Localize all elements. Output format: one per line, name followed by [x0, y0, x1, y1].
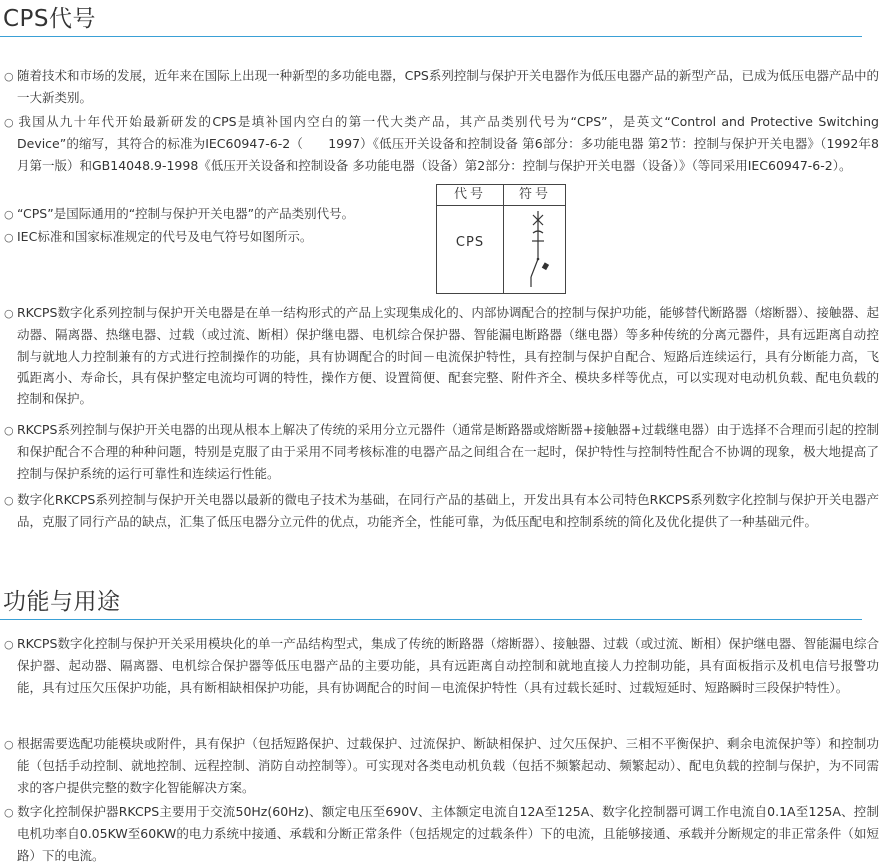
paragraph [4, 302, 879, 409]
paragraph [4, 226, 437, 248]
paragraph-text: “CPS”是国际通用的“控制与保护开关电器”的产品类别代号。 [17, 206, 355, 221]
bullet-circle-icon: ○ [4, 738, 14, 751]
paragraph-text: 根据需要选配功能模块或附件，具有保护（包括短路保护、过载保护、过流保护、断缺相保护、过欠压保护、三相不平衡保护、剩余电流保护等）和控制功能（包括手动控制、就地控制、远程控制、消防自动控制等）。可实现对各类电动机负载（包括不频繁起动、频繁起动）、配电负载的控制与保护，为不同需求的客户提供完整的数字化智能解决方案。 [17, 736, 879, 795]
section-title-cps-code: CPS代号 [3, 6, 97, 32]
table-header-code: 代号 [453, 187, 486, 202]
paragraph-text: RKCPS系列控制与保护开关电器的出现从根本上解决了传统的采用分立元器件（通常是断路器或熔断器+接触器+过载继电器）由于选择不合理而引起的控制和保护配合不合理的种种问题，特别是克服了由于采用不同考核标准的电器产品之间组合在一起时，保护特性与控制特性配合不协调的现象，极大地提高了控制与保护系统的运行可靠性和连续运行性能。 [17, 422, 879, 481]
bullet-circle-icon: ○ [4, 424, 14, 437]
paragraph-text: 数字化RKCPS系列控制与保护开关电器以最新的微电子技术为基础，在同行产品的基础上，开发出具有本公司特色RKCPS系列数字化控制与保护开关电器产品，克服了同行产品的缺点，汇集了低压电器分立元件的优点，功能齐全，性能可靠，为低压配电和控制系统的简化及优化提供了一种基础元件。 [17, 492, 879, 530]
cps-switch-symbol-icon [523, 211, 553, 287]
paragraph-text: RKCPS数字化系列控制与保护开关电器是在单一结构形式的产品上实现集成化的、内部协调配合的控制与保护功能，能够替代断路器（熔断器）、接触器、起动器、隔离器、热继电器、过载（或过流、断相）保护继电器、电机综合保护器、智能漏电断路器（继电器）等多种传统的分离元器件，具有远距离自动控制与就地人力控制兼有的方式进行控制操作的功能，具有协调配合的时间－电流保护特性，具有控制与保护自配合、短路后连续运行，具有分断能力高，飞弧距离小、寿命长，具有保护整定电流均可调的特性，操作方便、设置简便、配套完整、附件齐全、模块多样等优点，可以实现对电动机负载、配电负载的控制和保护。 [17, 305, 879, 407]
bullet-circle-icon: ○ [4, 638, 14, 651]
bullet-circle-icon: ○ [4, 231, 14, 244]
table-header-symbol: 符号 [518, 187, 551, 202]
paragraph-text: 随着技术和市场的发展，近年来在国际上出现一种新型的多功能电器，CPS系列控制与保护开关电器作为低压电器产品的新型产品，已成为低压电器产品中的一大新类别。 [17, 68, 879, 106]
paragraph [4, 489, 879, 533]
bullet-circle-icon: ○ [4, 208, 14, 221]
bullet-circle-icon: ○ [4, 307, 14, 320]
bullet-circle-icon: ○ [4, 806, 14, 819]
paragraph-text: 数字化控制保护器RKCPS主要用于交流50Hz(60Hz)、额定电压至690V、主体额定电流自12A至125A、数字化控制器可调工作电流自0.1A至125A、控制电机功率自0.05KW至60KW的电力系统中接通、承载和分断正常条件（包括规定的过载条件）下的电流，且能够接通、承载并分断规定的非正常条件（如短路）下的电流。 [17, 804, 879, 863]
paragraph [4, 203, 437, 225]
paragraph-text: IEC标准和国家标准规定的代号及电气符号如图所示。 [17, 229, 313, 244]
bullet-circle-icon: ○ [4, 70, 14, 83]
heading-divider [0, 619, 862, 620]
paragraph [4, 801, 879, 866]
paragraph [4, 419, 879, 484]
paragraph-text: 我国从九十年代开始最新研发的CPS是填补国内空白的第一代大类产品，其产品类别代号为“CPS”，是英文“Control and Protective Switching Device”的缩写，其符合的标准为IEC60947-6-2（ 1997）《低压开关设备和控制设备 第6部分：多功能电器 第2节：控制与保护开关电器》（1992年8月第一版）和GB14048.9-1998《低压开关设备和控制设备 多功能电器（设备）第2部分：控制与保护开关电器（设备）》（等同采用IEC60947-6-2）。 [17, 114, 879, 173]
paragraph-text: RKCPS数字化控制与保护开关采用模块化的单一产品结构型式，集成了传统的断路器（熔断器）、接触器、过载（或过流、断相）保护继电器、智能漏电综合保护器、起动器、隔离器、电机综合保护器等低压电器产品的主要功能，具有远距离自动控制和就地直接人力控制功能，具有面板指示及机电信号报警功能，具有过压欠压保护功能，具有断相缺相保护功能，具有协调配合的时间－电流保护特性（具有过载长延时、过载短延时、短路瞬时三段保护特性）。 [17, 636, 879, 695]
paragraph [4, 111, 879, 176]
cps-code-value: CPS [455, 235, 485, 250]
bullet-circle-icon: ○ [4, 116, 14, 129]
paragraph [4, 65, 879, 109]
code-symbol-table [436, 184, 566, 294]
section-title-function-use: 功能与用途 [3, 589, 121, 615]
paragraph [4, 733, 879, 798]
heading-divider [0, 36, 862, 37]
table-row-divider [437, 205, 565, 206]
bullet-circle-icon: ○ [4, 494, 14, 507]
paragraph [4, 633, 879, 698]
